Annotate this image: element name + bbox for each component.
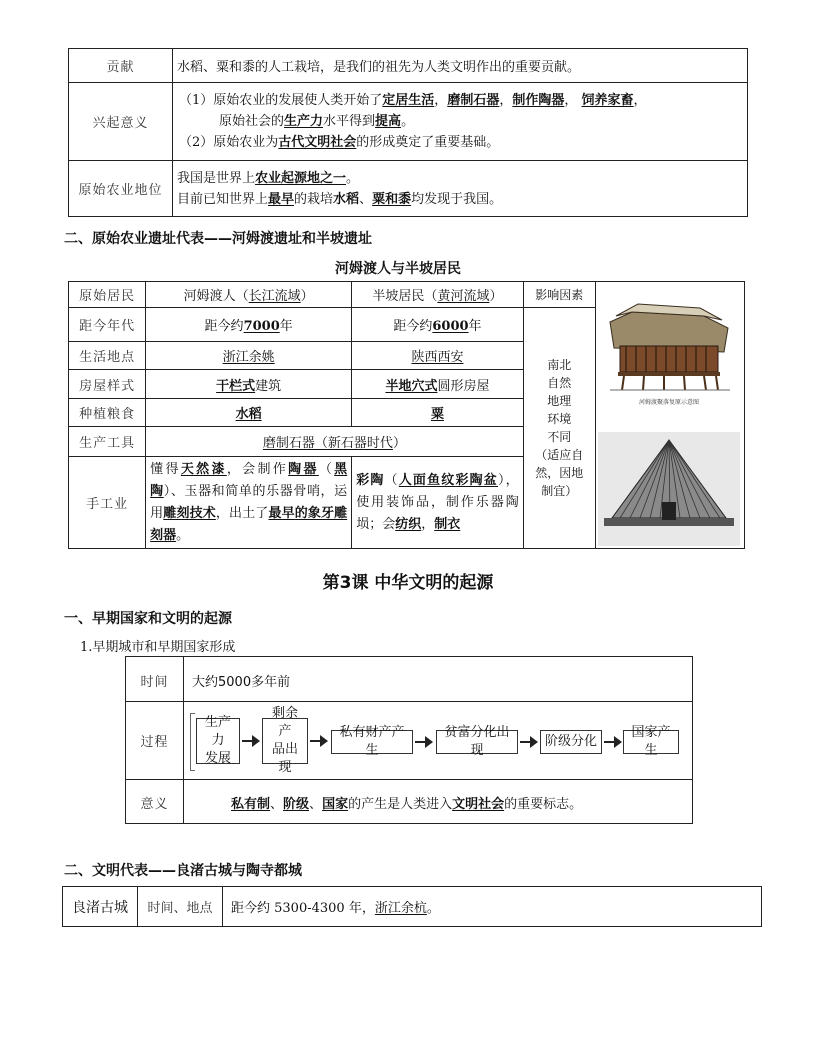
flow-step-class-division: 阶级分化 <box>540 730 602 754</box>
hemudu-house: 干栏式建筑 <box>146 370 352 399</box>
tools-text: 磨制石器（新石器时代） <box>146 427 524 457</box>
lesson-title: 第3课 中华文明的起源 <box>322 573 494 593</box>
liangzhu-label: 良渚古城 <box>63 887 138 927</box>
row-label-significance: 兴起意义 <box>69 83 173 161</box>
flow-step-wealth-gap: 贫富分化出现 <box>436 730 518 754</box>
banpo-house: 半地穴式圆形房屋 <box>352 370 524 399</box>
col-label-residents: 原始居民 <box>69 282 146 308</box>
hemudu-house-image <box>596 282 742 548</box>
col-factor: 影响因素 <box>523 282 595 308</box>
contribution-text: 水稻、粟和黍的人工栽培，是我们的祖先为人类文明作出的重要贡献。 <box>173 49 748 83</box>
subheading-cities: 1.早期城市和早期国家形成 <box>80 640 236 655</box>
row-label-location: 生活地点 <box>69 342 146 370</box>
hemudu-banpo-table <box>68 281 745 549</box>
status-text: 我国是世界上农业起源地之一。 目前已知世界上最早的栽培水稻、粟和黍均发现于我国。 <box>173 161 748 217</box>
row-label-handicraft: 手工业 <box>69 457 146 549</box>
section-heading-civilization: 二、文明代表——良渚古城与陶寺都城 <box>64 863 302 879</box>
meaning-text: 私有制、阶级、国家的产生是人类进入文明社会的重要标志。 <box>231 797 583 812</box>
row-label-meaning: 意义 <box>140 797 169 812</box>
comparison-table-title: 河姆渡人与半坡居民 <box>335 261 461 277</box>
section-heading-early-state: 一、早期国家和文明的起源 <box>64 611 232 627</box>
banpo-age: 距今约6000年 <box>352 308 524 342</box>
hemudu-crop: 水稻 <box>146 399 352 427</box>
flow-step-surplus: 剩余产 品出现 <box>262 718 308 764</box>
stilt-house-drawing <box>610 304 730 390</box>
liangzhu-table <box>62 886 762 927</box>
flow-step-state: 国家产生 <box>623 730 679 754</box>
significance-text: （1）原始农业的发展使人类开始了定居生活，磨制石器，制作陶器， 饲养家畜， 原始社会的生产力水平得到提高。 （2）原始农业为古代文明社会的形成奠定了重要基础。 <box>173 83 748 161</box>
row-label-time: 时间 <box>140 675 169 690</box>
hemudu-handicraft: 懂得天然漆，会制作陶器（黑陶）、玉器和简单的乐器骨哨，运用雕刻技术，出土了最早的象牙雕刻器。 <box>146 457 352 549</box>
factor-text: 南北 自然 地理 环境 不同 （适应自 然，因地 制宜） <box>523 308 595 549</box>
illustration-cell <box>595 282 744 549</box>
section-heading-sites: 二、原始农业遗址代表——河姆渡遗址和半坡遗址 <box>64 231 372 247</box>
banpo-crop: 粟 <box>352 399 524 427</box>
liangzhu-time-place: 距今约 5300-4300 年，浙江余杭。 <box>223 887 762 927</box>
banpo-location: 陕西西安 <box>352 342 524 370</box>
col-banpo: 半坡居民（黄河流域） <box>352 282 524 308</box>
flow-step-private-property: 私有财产产生 <box>331 730 413 754</box>
hemudu-age: 距今约7000年 <box>146 308 352 342</box>
row-label-status: 原始农业地位 <box>69 161 173 217</box>
image-caption: 河姆渡聚落复原示意图 <box>638 399 699 406</box>
state-formation-table <box>125 656 693 824</box>
row-label-contribution: 贡献 <box>69 49 173 83</box>
row-label-process: 过程 <box>140 735 169 750</box>
row-label-house: 房屋样式 <box>69 370 146 399</box>
flow-step-productivity: 生产力 发展 <box>196 718 240 764</box>
row-label-age: 距今年代 <box>69 308 146 342</box>
row-label-crop: 种植粮食 <box>69 399 146 427</box>
time-place-label: 时间、地点 <box>138 887 223 927</box>
col-hemudu: 河姆渡人（长江流域） <box>146 282 352 308</box>
time-text: 大约5000多年前 <box>192 675 291 690</box>
hemudu-location: 浙江余姚 <box>146 342 352 370</box>
banpo-handicraft: 彩陶（人面鱼纹彩陶盆），使用装饰品，制作乐器陶埙；会纺织，制衣 <box>352 457 524 549</box>
row-label-tools: 生产工具 <box>69 427 146 457</box>
agriculture-table <box>68 48 748 217</box>
